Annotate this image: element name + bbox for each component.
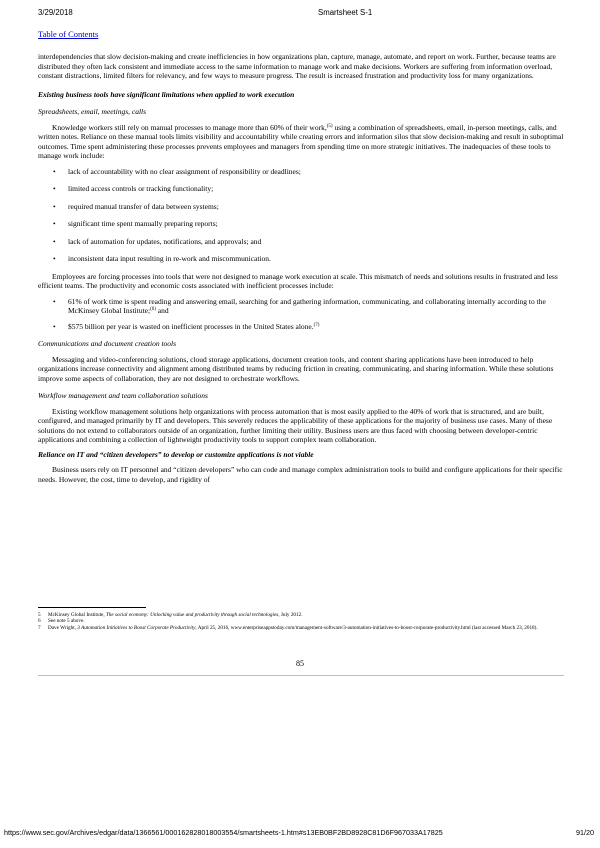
list-item: • $575 billion per year is wasted on inefficient processes in the United States alone.$^{(7)}$: [53, 321, 320, 331]
paragraph-reliance: Business users rely on IT personnel and “citizen developers” who can code and manage complex administration tools to build and configure applications for their specific needs. However, the cost, time to develop, and rigidity of: [38, 465, 563, 484]
section-heading-reliance: Reliance on IT and “citizen developers” to develop or customize applications is not viable: [38, 449, 314, 459]
footnote-divider: [38, 607, 146, 608]
page-number: 85: [296, 659, 304, 668]
footnote-ref: (7): [313, 322, 320, 328]
footnote: 6 See note 5 above.: [38, 618, 85, 625]
footnotes: [38, 612, 564, 631]
subheading-communications: Communications and document creation tools: [38, 339, 177, 348]
inadequacies-list: [38, 167, 564, 264]
subheading-workflow: Workflow management and team collaboration solutions: [38, 391, 208, 400]
print-footer: [0, 828, 600, 840]
costs-list: [38, 297, 564, 332]
footnote: 5 McKinsey Global Institute, The social economy: Unlocking value and productivity through social technologies, July 2012.: [38, 612, 303, 618]
footnote: 7 Dave Wright, 3 Automation Initiatives to Boost Corporate Productivity, April 25, 2016, www.enterpriseappstoday.com/management-software/3-automation-initiatives-to-boost-corporate-productivity.html (last accessed March 23, 2018).: [38, 624, 538, 631]
paragraph-knowledge-workers: Knowledge workers still rely on manual processes to manage more than 60% of their work,$^{(5)}$ using a combination of spreadsheets, email, in-person meetings, calls, and written notes. Reliance on these manual tools limits visibility and accountability while creating errors and information silos that slow decision-making and result in suboptimal outcomes. Time spent administering these processes prevents employees and managers from spending time on more strategic initiatives. The inadequacies of these tools to manage work include:: [38, 122, 564, 160]
list-item: • inconsistent data input resulting in re-work and miscommunication.: [53, 254, 271, 263]
paragraph-forcing-processes: Employees are forcing processes into tools that were not designed to manage work execution at scale. This mismatch of needs and solutions results in frustrated and less efficient teams. The productivity and economic costs associated with inefficient processes include:: [38, 271, 558, 290]
paragraph-communications: Messaging and video-conferencing solutions, cloud storage applications, document creation tools, and content sharing applications have been introduced to help organizations increase connectivity and alignment among distributed teams by reducing friction in creating, communicating, and sharing information. While these solutions improve some aspects of collaboration, they are not designed to orchestrate workflows.: [38, 354, 554, 383]
table-of-contents-link[interactable]: Table of Contents: [38, 29, 99, 39]
print-date: 3/29/2018: [38, 8, 73, 17]
list-item: • lack of accountability with no clear assignment of responsibility or deadlines;: [53, 166, 301, 176]
print-page-count: 91/20: [576, 828, 594, 837]
document-body: [38, 52, 564, 484]
subheading-spreadsheets: Spreadsheets, email, meetings, calls: [38, 107, 147, 116]
footnote-ref: (5): [326, 123, 333, 129]
print-header: [38, 8, 570, 20]
list-item: • 61% of work time is spent reading and answering email, searching for and gathering information, communicating, and collaborating internally according to the McKinsey Global Institute;$^{(6)}$ and: [53, 296, 546, 315]
footnote-ref: (6): [150, 307, 156, 312]
list-item: • required manual transfer of data between systems;: [53, 201, 219, 211]
section-heading-limitations: Existing business tools have significant limitations when applied to work execution: [38, 89, 295, 99]
paragraph-workflow: Existing workflow management solutions help organizations with process automation that is most easily applied to the 40% of work that is structured, and are built, configured, and managed primarily by IT and developers. This severely reduces the applicability of these applications for the majority of business use cases. Many of these solutions do not extend to collaborators outside of an organization, further limiting their utility. Business users are thus faced with choosing between developer-centric applications and combining a collection of lightweight productivity tools to support complex team collaboration.: [38, 406, 553, 444]
page-divider: [38, 675, 564, 676]
source-url: https://www.sec.gov/Archives/edgar/data/1366561/000162828018003554/smartsheets-1.htm#s13EB0BF2BD8928C81D6F967033A17825: [4, 828, 443, 837]
print-title: Smartsheet S-1: [318, 8, 373, 17]
list-item: • significant time spent manually preparing reports;: [53, 219, 218, 228]
list-item: • limited access controls or tracking functionality;: [53, 184, 214, 193]
list-item: • lack of automation for updates, notifications, and approvals; and: [53, 236, 262, 246]
intro-paragraph: interdependencies that slow decision-making and create inefficiencies in how organizations plan, capture, manage, automate, and report on work. Further, because teams are distributed they often lack consistent and immediate access to the same information to manage work and make decisions. Workers are suffering from information overload, constant distractions, limited filters for relevancy, and few ways to measure progress. The result is increased frustration and productivity loss for many organizations.: [38, 52, 556, 80]
